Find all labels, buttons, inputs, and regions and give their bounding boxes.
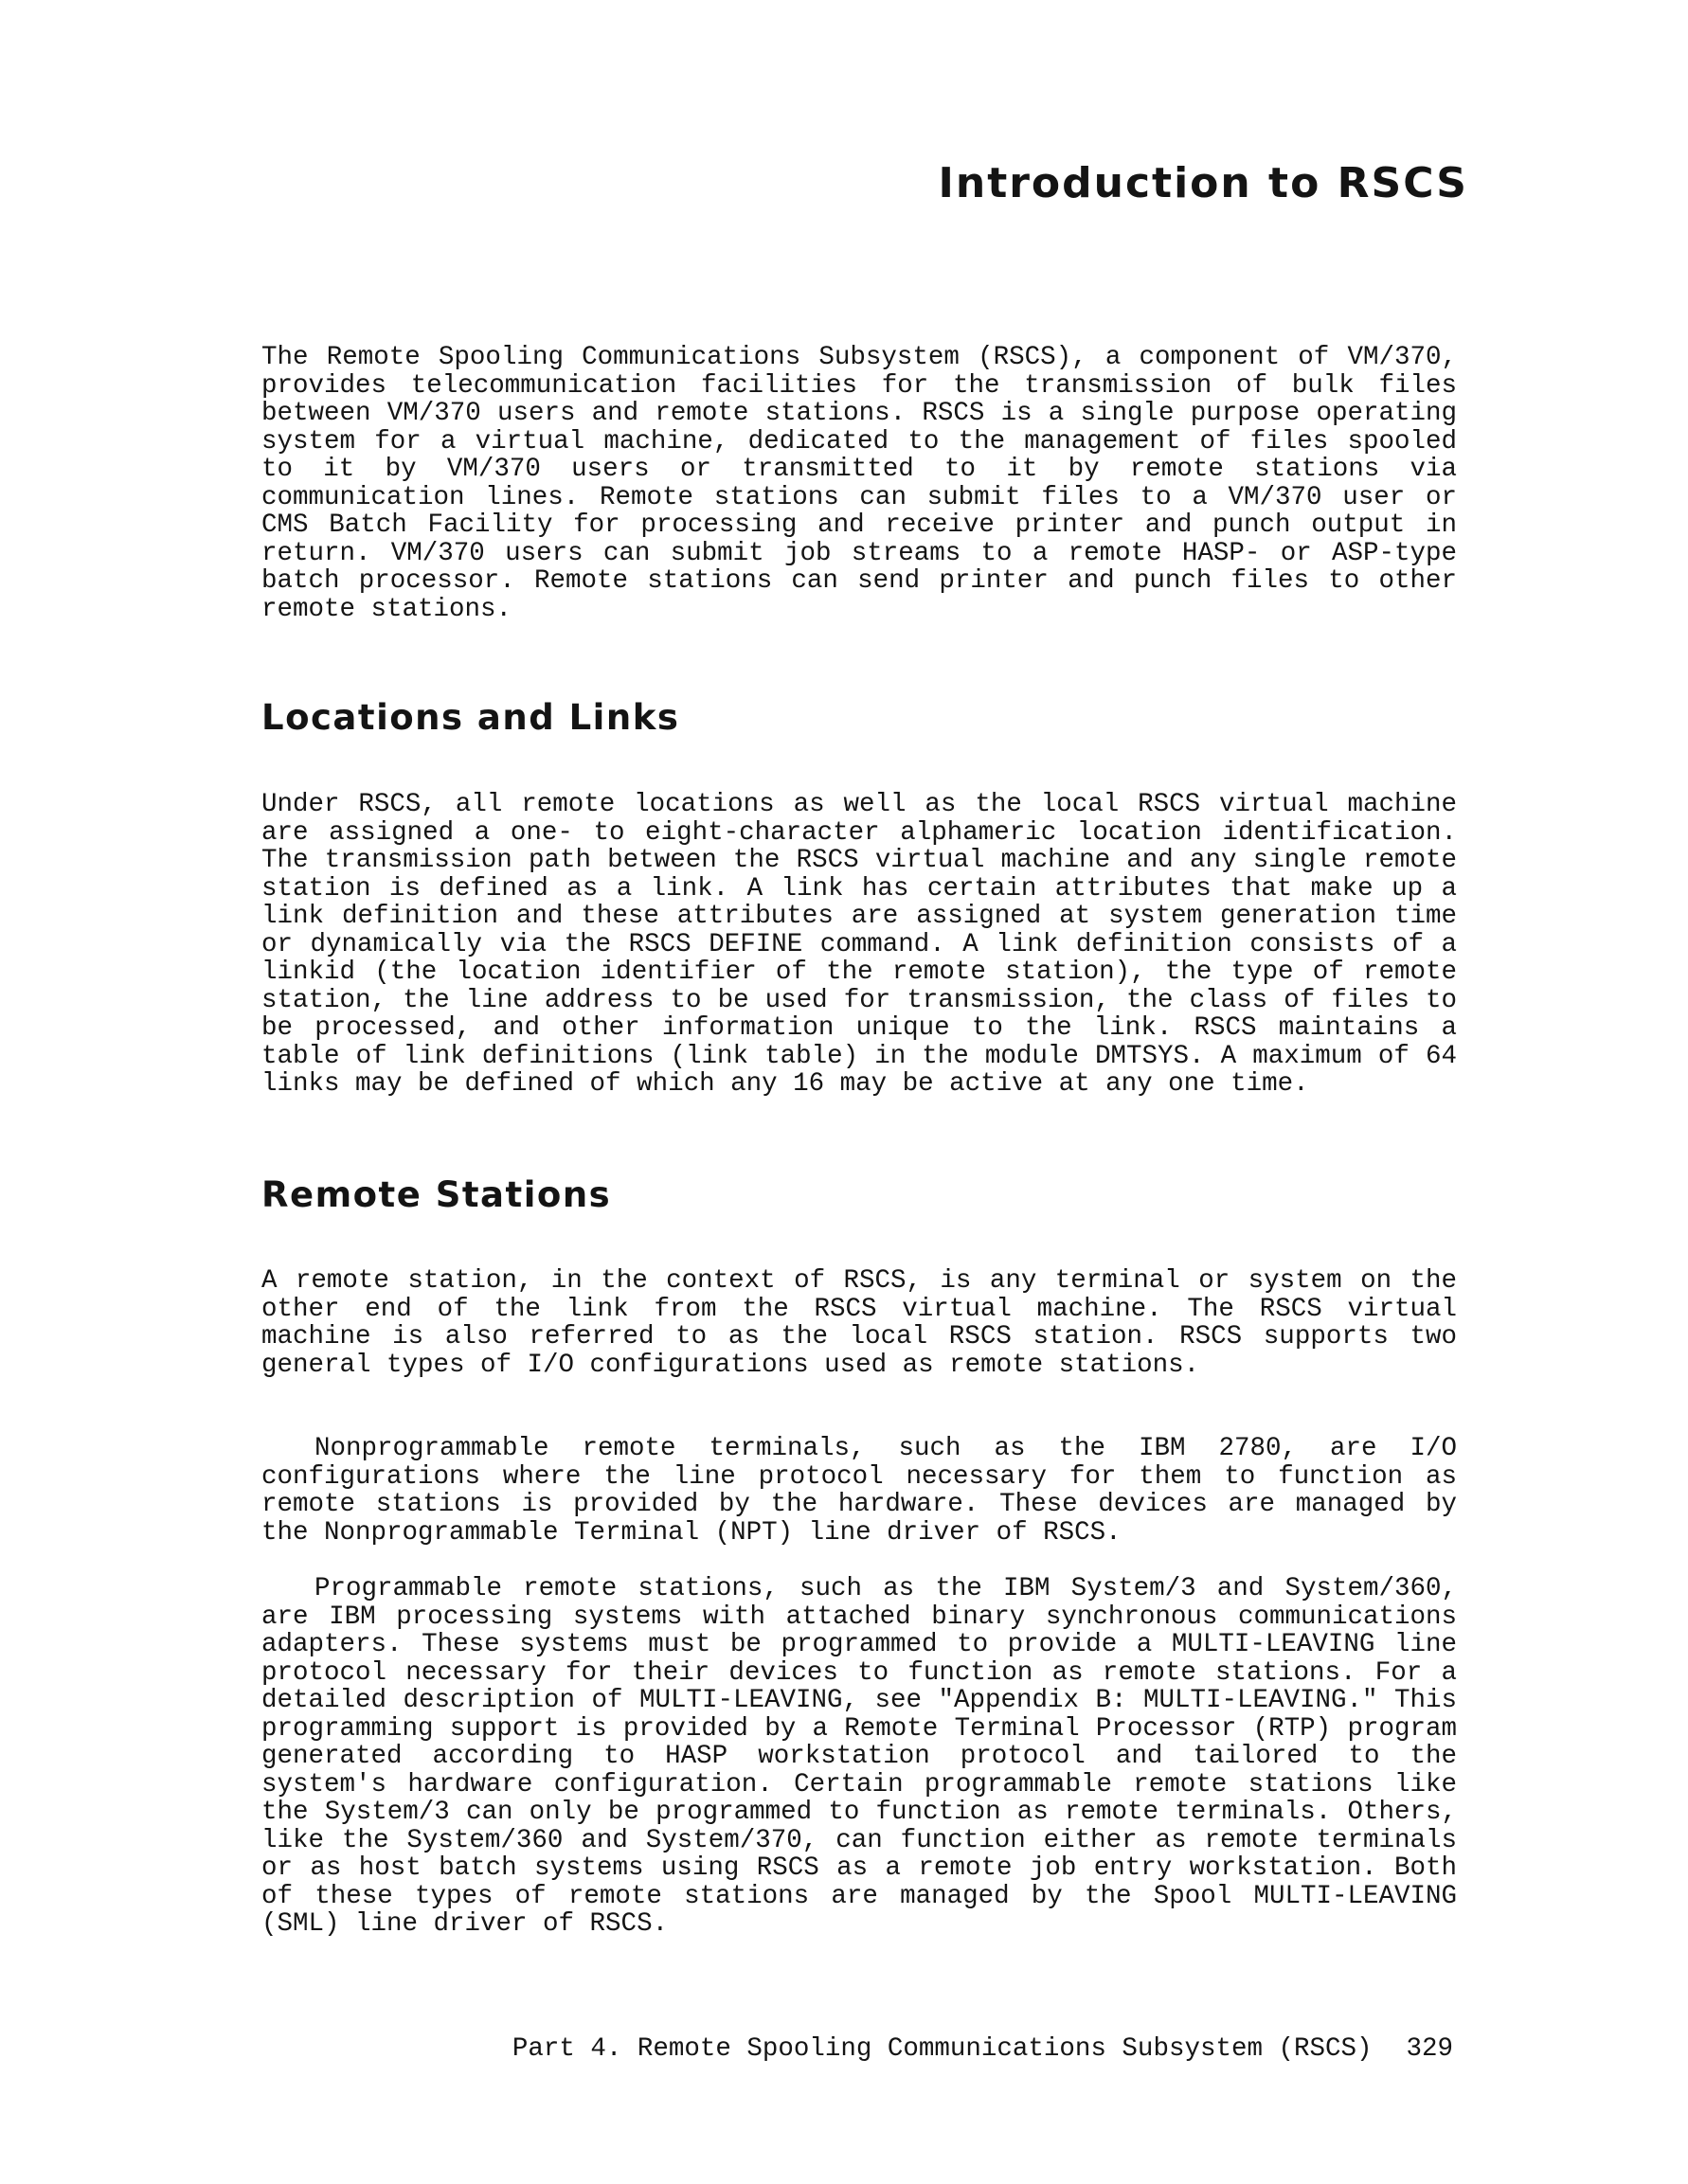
footer-text: Part 4. Remote Spooling Communications Subsystem (RSCS) — [512, 2034, 1373, 2064]
locations-and-links-paragraph: Under RSCS, all remote locations as well as the local RSCS virtual machine are assigned a one- to eight-character alphameric location identification. The transmission path between the RSCS virtual machine and any single remote station is defined as a link. A link has certain attributes that make up a link definition and these attributes are assigned at system generation time or dynamically via the RSCS DEFINE command. A link definition consists of a linkid (the location identifier of the remote station), the type of remote station, the line address to be used for transmission, the class of files to be processed, and other information unique to the link. RSCS maintains a table of link definitions (link table) in the module DMTSYS. A maximum of 64 links may be defined of which any 16 may be active at any one time. — [261, 790, 1457, 1099]
page-number: 329 — [1406, 2034, 1453, 2064]
intro-paragraph: The Remote Spooling Communications Subsystem (RSCS), a component of VM/370, provides telecommunication facilities for the transmission of bulk files between VM/370 users and remote stations. RSCS is a single purpose operating system for a virtual machine, dedicated to the management of files spooled to it by VM/370 users or transmitted to it by remote stations via communication lines. Remote stations can submit files to a VM/370 user or CMS Batch Facility for processing and receive printer and punch output in return. VM/370 users can submit job streams to a remote HASP- or ASP-type batch processor. Remote stations can send printer and punch files to other remote stations. — [261, 343, 1457, 624]
page-title: Introduction to RSCS — [938, 159, 1468, 207]
remote-stations-paragraph-2: Nonprogrammable remote terminals, such as the IBM 2780, are I/O configurations where the line protocol necessary for them to function as remote stations is provided by the hardware. These devices are managed by the Nonprogrammable Terminal (NPT) line driver of RSCS. — [261, 1434, 1457, 1548]
section-heading-locations-and-links: Locations and Links — [261, 697, 680, 738]
remote-stations-paragraph-3: Programmable remote stations, such as the IBM System/3 and System/360, are IBM processing systems with attached binary synchronous communications adapters. These systems must be programmed to provide a MULTI-LEAVING line protocol necessary for their devices to function as remote stations. For a detailed description of MULTI-LEAVING, see "Appendix B: MULTI-LEAVING." This programming support is provided by a Remote Terminal Processor (RTP) program generated according to HASP workstation protocol and tailored to the system's hardware configuration. Certain programmable remote stations like the System/3 can only be programmed to function as remote terminals. Others, like the System/360 and System/370, can function either as remote terminals or as host batch systems using RSCS as a remote job entry workstation. Both of these types of remote stations are managed by the Spool MULTI-LEAVING (SML) line driver of RSCS. — [261, 1574, 1457, 1939]
section-heading-remote-stations: Remote Stations — [261, 1174, 612, 1215]
remote-stations-paragraph-1: A remote station, in the context of RSCS, is any terminal or system on the other end of the link from the RSCS virtual machine. The RSCS virtual machine is also referred to as the local RSCS station. RSCS supports two general types of I/O configurations used as remote stations. — [261, 1266, 1457, 1380]
page-footer — [512, 2034, 1453, 2064]
